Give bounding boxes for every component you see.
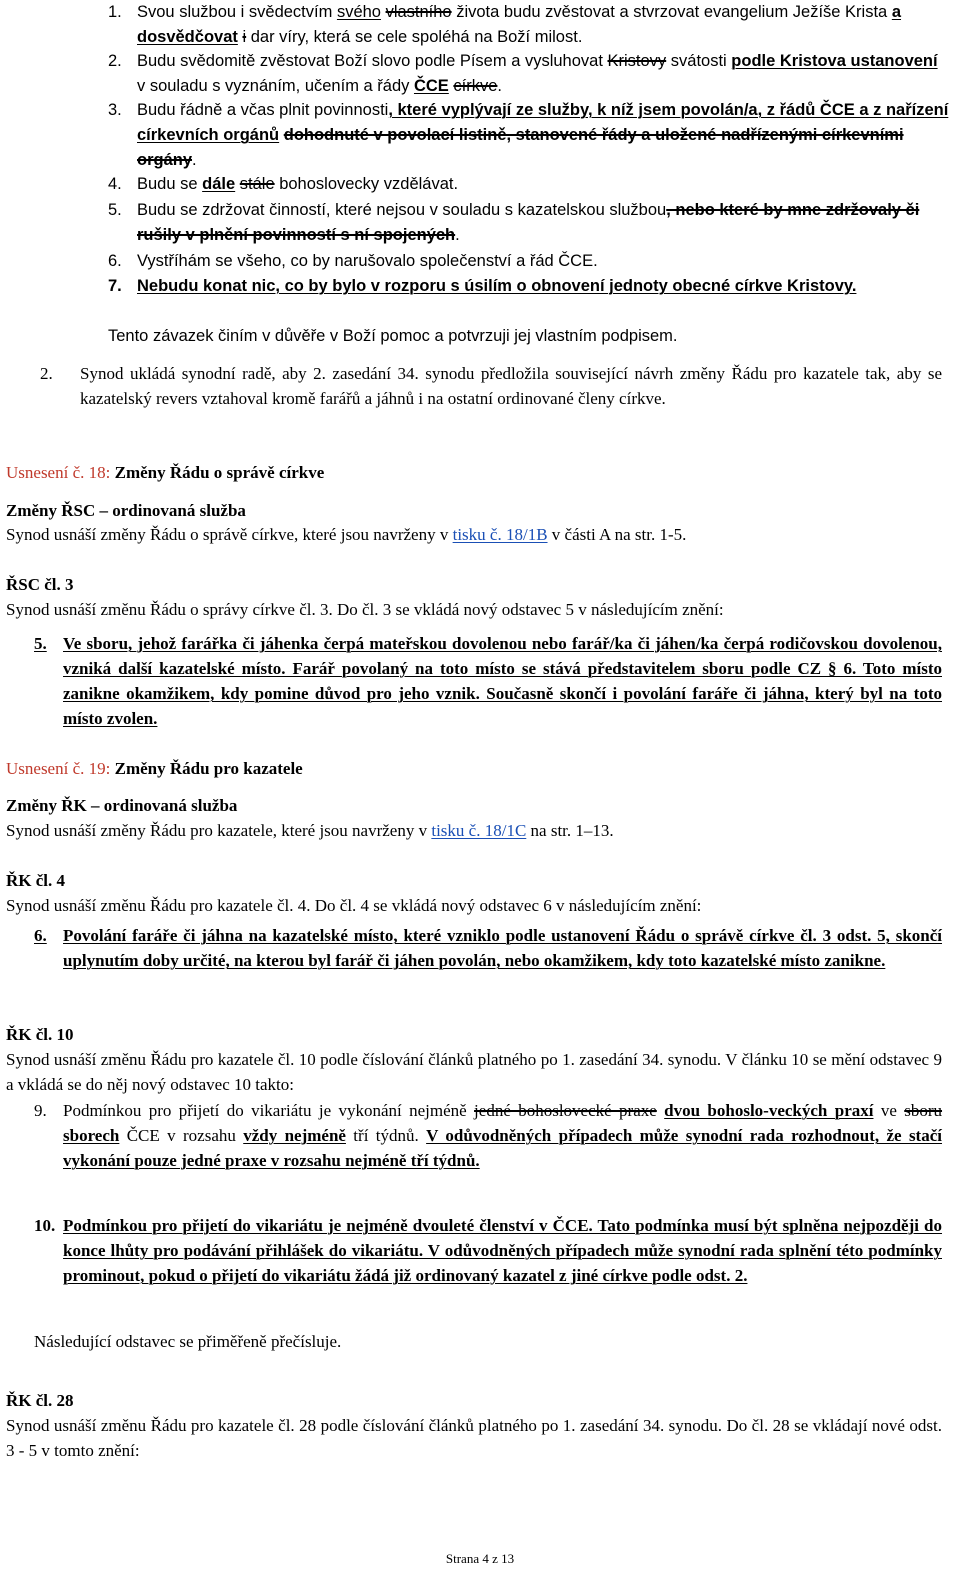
vow-item-text bbox=[137, 274, 950, 299]
deleted-text: , nebo které by mne zdržovaly či rušily v plnění povinností s ní spojených bbox=[137, 201, 920, 244]
intro-text: Synod usnáší změny Řádu o správě církve, které jsou navrženy v bbox=[6, 525, 453, 544]
resolution-19 bbox=[6, 756, 956, 781]
inserted-text: Nebudu konat nic, co by bylo v rozporu s úsilím o obnovení jednoty obecné církve Kristovy. bbox=[137, 277, 857, 295]
paragraph-text: Povolání faráře či jáhna na kazatelské místo, které vzniklo podle ustanovení Řádu o správě církve čl. 3 odst. 5, skončí uplynutím doby určité, na kterou byl farář či jáhen povolán, nebo okamžikem, kdy toto kazatelské místo zanikne. bbox=[63, 926, 942, 970]
article-heading: ŘK čl. 28 bbox=[6, 1391, 74, 1410]
paragraph-number: 10. bbox=[34, 1216, 56, 1235]
vow-item-number: 4. bbox=[108, 175, 122, 193]
vow-item-7 bbox=[108, 274, 950, 324]
text-run: Svou službou i svědectvím bbox=[137, 3, 337, 21]
paragraph-text bbox=[63, 1098, 942, 1173]
text-run: v souladu s vyznáním, učením a řády bbox=[137, 77, 414, 95]
article-heading: ŘSC čl. 3 bbox=[6, 575, 74, 594]
vow-item-number: 6. bbox=[108, 252, 122, 270]
vow-closing: Tento závazek činím v důvěře v Boží pomoc a potvrzuji jej vlastním podpisem. bbox=[108, 327, 678, 345]
article-text: Synod usnáší změnu Řádu pro kazatele čl. 4. Do čl. 4 se vkládá nový odstavec 6 v následujícím znění: bbox=[6, 896, 702, 915]
inserted-text: V odůvodněných případech může synodní rada rozhodnout, že stačí vykonání pouze jedné praxe v rozsahu nejméně tří týdnů. bbox=[63, 1126, 942, 1170]
vow-item-text bbox=[137, 98, 950, 173]
vow-item-text bbox=[137, 198, 950, 248]
article-text: Synod usnáší změnu Řádu pro kazatele čl. 28 podle číslování článků platného po 1. zasedání 34. synodu. Do čl. 28 se vkládají nové odst. 3 - 5 v tomto znění: bbox=[6, 1416, 942, 1460]
resolution-heading bbox=[6, 756, 956, 781]
vow-item-number: 2. bbox=[108, 52, 122, 70]
resolution-number: 18: bbox=[88, 463, 111, 482]
vow-item-text bbox=[137, 249, 950, 274]
text-run: bohoslovecky vzdělávat. bbox=[274, 175, 459, 193]
resolution-title: Změny Řádu o správě církve bbox=[114, 463, 325, 482]
deleted-text: církve bbox=[453, 77, 498, 95]
deleted-text: dohodnuté v povolací listině, stanovené řády a uložené nadřízenými církevními orgány bbox=[137, 126, 904, 169]
inserted-text: vždy nejméně bbox=[243, 1126, 346, 1145]
deleted-text: stále bbox=[239, 175, 275, 193]
article-text: Synod usnáší změnu Řádu pro kazatele čl. 10 podle číslování článků platného po 1. zasedání 34. synodu. V článku 10 se mění odstavec 9 a vkládá se do něj nový odstavec 10 takto: bbox=[6, 1050, 942, 1094]
vow-item-2 bbox=[108, 49, 950, 99]
vow-item-4 bbox=[108, 172, 950, 197]
resolution-label: Usnesení č. bbox=[6, 759, 85, 778]
paragraph-number: 5. bbox=[34, 634, 47, 653]
article-heading: ŘK čl. 10 bbox=[6, 1025, 74, 1044]
text-run: dar víry, která se cele spoléhá na Boží milost. bbox=[246, 28, 583, 46]
print-link[interactable]: tisku č. 18/1C bbox=[431, 821, 527, 840]
article-text: Synod usnáší změnu Řádu o správy církve čl. 3. Do čl. 3 se vkládá nový odstavec 5 v následujícím znění: bbox=[6, 600, 724, 619]
inserted-text: sborech bbox=[63, 1126, 120, 1145]
intro-text-after: v části A na str. 1-5. bbox=[547, 525, 687, 544]
deleted-text: Kristovy bbox=[607, 52, 667, 70]
text-run: tří týdnů. bbox=[345, 1126, 427, 1145]
point-text: Synod ukládá synodní radě, aby 2. zasedání 34. synodu předložila související návrh změny Řádu pro kazatele tak, aby se kazatelský revers vztahoval kromě farářů a jáhnů i na ostatní ordinované členy církve. bbox=[80, 364, 942, 408]
deleted-text: jedné bohoslovecké praxe bbox=[474, 1101, 657, 1120]
deleted-text: i bbox=[242, 28, 247, 46]
page-footer: Strana 4 z 13 bbox=[445, 1551, 515, 1566]
intro-text: Synod usnáší změny Řádu pro kazatele, které jsou navrženy v bbox=[6, 821, 432, 840]
inserted-text: dvou bohoslo-veckých praxí bbox=[664, 1101, 874, 1120]
renumbering-note: Následující odstavec se přiměřeně přečísluje. bbox=[34, 1332, 342, 1351]
point-number: 2. bbox=[40, 364, 53, 383]
vow-item-text bbox=[137, 49, 950, 99]
text-run: Budu řádně a včas plnit povinnosti bbox=[137, 101, 389, 119]
text-run: . bbox=[497, 77, 503, 95]
resolution-heading bbox=[6, 460, 956, 485]
resolution-subtitle: Změny ŘK – ordinovaná služba bbox=[6, 796, 238, 815]
deleted-text: sboru bbox=[904, 1101, 943, 1120]
text-run: ve bbox=[873, 1101, 905, 1120]
text-run: . bbox=[192, 151, 197, 169]
text-run: . bbox=[455, 226, 460, 244]
print-link[interactable]: tisku č. 18/1B bbox=[452, 525, 548, 544]
inserted-text: a dosvědčovat bbox=[137, 3, 902, 46]
paragraph-number: 9. bbox=[34, 1101, 47, 1120]
vow-item-number: 5. bbox=[108, 201, 122, 219]
vow-item-text bbox=[137, 0, 950, 50]
text-run: Budu svědomitě zvěstovat Boží slovo podle Písem a vysluhovat bbox=[137, 52, 608, 70]
vow-item-6 bbox=[108, 249, 950, 274]
text-run: svátosti bbox=[666, 52, 732, 70]
vow-item-number: 1. bbox=[108, 3, 122, 21]
vow-item-1 bbox=[108, 0, 950, 50]
vow-item-number: 3. bbox=[108, 101, 122, 119]
vow-item-number: 7. bbox=[108, 277, 122, 295]
resolution-intro bbox=[6, 818, 956, 843]
resolution-subtitle: Změny ŘSC – ordinovaná služba bbox=[6, 501, 246, 520]
text-run: Budu se zdržovat činností, které nejsou v souladu s kazatelskou službou bbox=[137, 201, 667, 219]
inserted-text: podle Kristova ustanovení bbox=[731, 52, 938, 70]
inserted-text: dále bbox=[202, 175, 236, 193]
inserted-text: ČCE bbox=[413, 77, 449, 95]
text-run: Vystříhám se všeho, co by narušovalo společenství a řád ČCE. bbox=[137, 252, 598, 270]
paragraph-text: Podmínkou pro přijetí do vikariátu je nejméně dvouleté členství v ČCE. Tato podmínka musí být splněna nejpozději do konce lhůty pro podávání přihlášek do vikariátu. V odůvodněných případech může synodní rada splnění této podmínky prominout, pokud o přijetí do vikariátu žádá již ordinovaný kazatel z jiné církve podle odst. 2. bbox=[63, 1216, 942, 1285]
text-run: života budu zvěstovat a stvrzovat evangelium Ježíše Krista bbox=[451, 3, 892, 21]
resolution-title: Změny Řádu pro kazatele bbox=[114, 759, 303, 778]
intro-text-after: na str. 1–13. bbox=[526, 821, 614, 840]
text-run: ČCE v rozsahu bbox=[119, 1126, 244, 1145]
resolution-intro bbox=[6, 522, 956, 547]
inserted-text: svého bbox=[336, 3, 381, 21]
vow-item-5 bbox=[108, 198, 950, 248]
text-run: Budu se bbox=[137, 175, 203, 193]
deleted-text: vlastního bbox=[385, 3, 452, 21]
vow-item-3 bbox=[108, 98, 950, 173]
vow-item-text bbox=[137, 172, 950, 197]
inserted-text: , které vyplývají ze služby, k níž jsem povolán/a, z řádů ČCE a z nařízení církevních orgánů bbox=[137, 101, 949, 144]
paragraph-number: 6. bbox=[34, 926, 47, 945]
paragraph-text: Ve sboru, jehož farářka či jáhenka čerpá mateřskou dovolenou nebo farář/ka či jáhen/ka čerpá rodičovskou dovolenou, vzniká další kazatelské místo. Farář povolaný na toto místo se stává představitelem sboru podle CZ § 6. Toto místo zanikne okamžikem, kdy pomine důvod pro jeho vznik. Současně skončí i povolání faráře či jáhna, který byl na toto místo zvolen. bbox=[63, 634, 942, 728]
resolution-label: Usnesení č. bbox=[6, 463, 85, 482]
resolution-number: 19: bbox=[88, 759, 111, 778]
text-run: Podmínkou pro přijetí do vikariátu je vykonání nejméně bbox=[63, 1101, 475, 1120]
resolution-18 bbox=[6, 460, 956, 485]
article-heading: ŘK čl. 4 bbox=[6, 871, 66, 890]
